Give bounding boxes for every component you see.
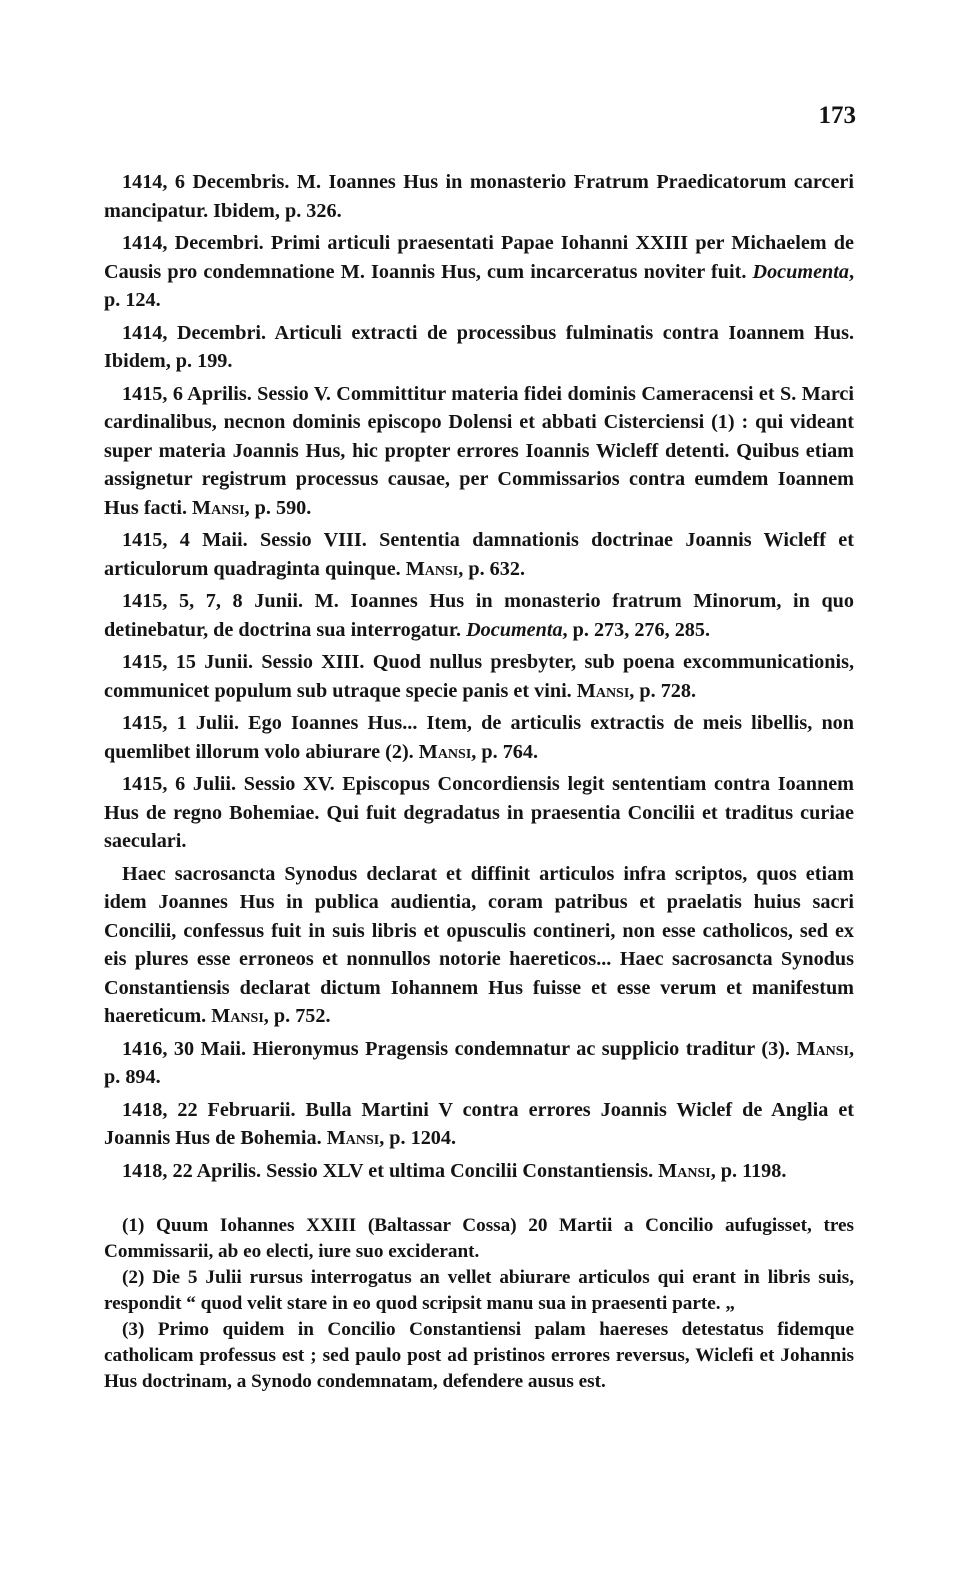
entry-synodus-declarat: Haec sacrosancta Synodus declarat et diffinit articulos infra scriptos, quos etiam idem Joannes Hus in publica audientia, coram patribus et praelatis huius sacri Concilii, confessus fuit in suis libris et opusculis contineri, non esse catholicos, sed ex eis plures esse erroneos et nonnullos notorie haereticos... Haec sacrosancta Synodus Constantiensis declarat dictum Iohannem Hus fuisse et esse verum et manifestum haereticum. Mansi, p. 752.: [104, 862, 854, 1027]
source-ref: Mansi: [326, 1127, 380, 1149]
footnote-3: (3) Primo quidem in Concilio Constantiensi palam haereses detestatus fidemque catholicam professus est ; sed paulo post ad pristinos errores reversus, Wiclefi et Johannis Hus doctrinam, a Synodo condemnatam, defendere ausus est.: [104, 1319, 854, 1392]
entry-1415-jun-5-7-8: 1415, 5, 7, 8 Junii. M. Ioannes Hus in monasterio fratrum Minorum, in quo detinebatur, de doctrina sua interrogatur. Documenta, p. 273, 276, 285.: [104, 590, 854, 641]
source-ref: Mansi: [576, 679, 630, 702]
entry-1415-jul-6: 1415, 6 Julii. Sessio XV. Episcopus Concordiensis legit sententiam contra Ioannem Hus de regno Bohemiae. Qui fuit degradatus in praesentia Concilii et traditus curiae saeculari.: [104, 773, 854, 852]
entry-1414-dec-6: 1414, 6 Decembris. M. Ioannes Hus in monasterio Fratrum Praedicatorum carceri mancipatur. Ibidem, p. 326.: [104, 171, 854, 222]
source-ref: Mansi: [405, 557, 459, 580]
source-ref: Documenta: [752, 260, 849, 283]
source-ref: Mansi: [796, 1037, 849, 1060]
footnote-1: (1) Quum Iohannes XXIII (Baltassar Cossa) 20 Martii a Concilio aufugisset, tres Commissarii, ab eo electi, iure suo exciderant.: [104, 1215, 854, 1262]
entry-1415-jun-15: 1415, 15 Junii. Sessio XIII. Quod nullus presbyter, sub poena excommunicationis, communicet populum sub utraque specie panis et vini. Mansi, p. 728.: [104, 651, 854, 702]
source-ref: Mansi: [211, 1005, 264, 1027]
entry-1415-jul-1: 1415, 1 Julii. Ego Ioannes Hus... Item, de articulis extractis de meis libellis, non quemlibet illorum volo abiurare (2). Mansi, p. 764.: [104, 712, 854, 763]
source-ref: Mansi: [192, 496, 245, 519]
entry-1418-apr-22: 1418, 22 Aprilis. Sessio XLV et ultima Concilii Constantiensis. Mansi, p. 1198.: [122, 1159, 787, 1182]
footnotes: [104, 1213, 854, 1395]
entry-1418-feb-22: 1418, 22 Februarii. Bulla Martini V contra errores Joannis Wiclef de Anglia et Joannis Hus de Bohemia. Mansi, p. 1204.: [104, 1098, 854, 1149]
footnote-2: (2) Die 5 Julii rursus interrogatus an vellet abiurare articulos qui erant in libris suis, respondit “ quod velit stare in eo quod scripsit manu sua in praesenti parte. „: [104, 1267, 854, 1314]
source-ref: Documenta: [466, 618, 563, 641]
page-number: 173: [818, 102, 856, 129]
entry-1416-may-30: 1416, 30 Maii. Hieronymus Pragensis condemnatur ac supplicio traditur (3). Mansi, p. 894.: [104, 1037, 854, 1088]
entry-1414-dec-articuli-extracti: 1414, Decembri. Articuli extracti de processibus fulminatis contra Ioannem Hus. Ibidem, p. 199.: [104, 321, 854, 372]
source-ref: Mansi: [418, 740, 472, 763]
entry-1415-may-4: 1415, 4 Maii. Sessio VIII. Sententia damnationis doctrinae Joannis Wicleff et articulorum quadraginta quinque. Mansi, p. 632.: [104, 529, 854, 580]
source-ref: Mansi: [658, 1159, 711, 1182]
entry-1415-apr-6: 1415, 6 Aprilis. Sessio V. Committitur materia fidei dominis Cameracensi et S. Marci cardinalibus, necnon dominis episcopo Dolensi et abbati Cisterciensi (1) : qui videant super materia Joannis Hus, hic propter errores Ioannis Wicleff detenti. Quibus etiam assignetur registrum processus causae, per Commissarios contra eumdem Ioannem Hus facti. Mansi, p. 590.: [104, 382, 854, 519]
entry-1414-dec-articuli-primi: 1414, Decembri. Primi articuli praesentati Papae Iohanni XXIII per Michaelem de Causis pro condemnatione M. Ioannis Hus, cum incarceratus noviter fuit. Documenta, p. 124.: [104, 232, 854, 311]
main-text: [104, 168, 854, 1189]
